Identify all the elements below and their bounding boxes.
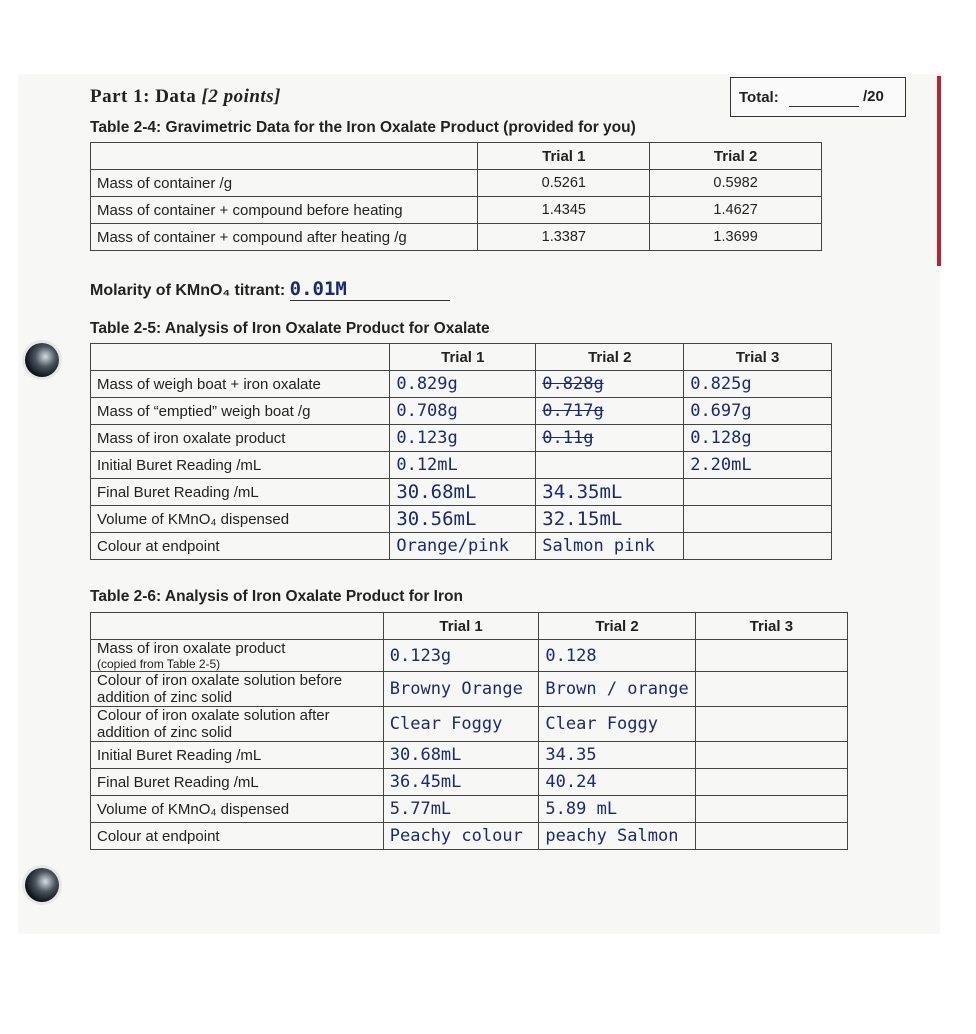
binder-hole-icon — [25, 343, 59, 377]
cell-trial-2[interactable]: 32.15mL — [536, 506, 684, 533]
table-header-trial-2: Trial 2 — [536, 344, 684, 371]
molarity-line — [90, 278, 450, 301]
cell-trial-3[interactable] — [695, 742, 847, 769]
cell-trial-2[interactable]: 40.24 — [539, 769, 695, 796]
part-title — [90, 86, 281, 108]
row-label: Mass of “emptied” weigh boat /g — [91, 398, 390, 425]
table-row — [91, 796, 848, 823]
cell-trial-1[interactable]: 0.708g — [390, 398, 536, 425]
binder-hole-icon — [25, 868, 59, 902]
row-label: Mass of container + compound before heating — [91, 197, 478, 224]
table-header-trial-2: Trial 2 — [539, 613, 695, 640]
table-row — [91, 224, 822, 251]
cell-trial-3[interactable] — [695, 769, 847, 796]
cell-trial-3[interactable] — [695, 823, 847, 850]
cell-trial-1: 1.3387 — [478, 224, 650, 251]
table-2-4-caption: Table 2-4: Gravimetric Data for the Iron Oxalate Product (provided for you) — [90, 119, 636, 136]
cell-trial-3[interactable] — [695, 672, 847, 707]
table-2-6 — [90, 612, 848, 850]
cell-trial-1: 0.5261 — [478, 170, 650, 197]
table-row — [91, 398, 832, 425]
table-row — [91, 640, 848, 672]
table-row — [91, 479, 832, 506]
part-title-main: Part 1: Data — [90, 86, 197, 107]
cell-trial-3[interactable]: 2.20mL — [684, 452, 832, 479]
cell-trial-3[interactable] — [695, 707, 847, 742]
molarity-label: Molarity of KMnO₄ titrant: — [90, 282, 286, 299]
part-title-points: [2 points] — [201, 86, 281, 107]
total-box — [730, 77, 906, 117]
cell-trial-2: 1.4627 — [650, 197, 822, 224]
table-header-blank — [91, 143, 478, 170]
table-header-trial-2: Trial 2 — [650, 143, 822, 170]
table-row — [91, 425, 832, 452]
table-row — [91, 170, 822, 197]
table-row — [91, 707, 848, 742]
row-label-sub: (copied from Table 2-5) — [97, 657, 221, 671]
table-2-5 — [90, 343, 832, 560]
cell-trial-3[interactable] — [684, 479, 832, 506]
row-label: Colour at endpoint — [91, 533, 390, 560]
table-header-trial-3: Trial 3 — [684, 344, 832, 371]
row-label: Mass of container + compound after heating /g — [91, 224, 478, 251]
cell-trial-1[interactable]: 0.12mL — [390, 452, 536, 479]
cell-trial-3[interactable]: 0.825g — [684, 371, 832, 398]
table-row — [91, 769, 848, 796]
row-label: Mass of weigh boat + iron oxalate — [91, 371, 390, 398]
table-header-trial-1: Trial 1 — [383, 613, 539, 640]
table-row — [91, 533, 832, 560]
cell-trial-2[interactable]: 0.828g — [536, 371, 684, 398]
cell-trial-2[interactable]: Salmon pink — [536, 533, 684, 560]
total-blank[interactable] — [789, 106, 859, 107]
cell-trial-1: 1.4345 — [478, 197, 650, 224]
cell-trial-3[interactable] — [695, 796, 847, 823]
table-2-5-caption: Table 2-5: Analysis of Iron Oxalate Product for Oxalate — [90, 320, 490, 337]
row-label-main: Mass of iron oxalate product — [97, 640, 286, 657]
total-out-of: /20 — [863, 88, 884, 105]
row-label: Colour at endpoint — [91, 823, 384, 850]
cell-trial-3[interactable] — [684, 506, 832, 533]
table-row — [91, 823, 848, 850]
table-header-blank — [91, 344, 390, 371]
cell-trial-1[interactable]: Browny Orange — [383, 672, 539, 707]
cell-trial-2[interactable]: 34.35 — [539, 742, 695, 769]
row-label: Volume of KMnO₄ dispensed — [91, 506, 390, 533]
cell-trial-2[interactable] — [536, 452, 684, 479]
cell-trial-1[interactable]: 5.77mL — [383, 796, 539, 823]
table-header-row — [91, 344, 832, 371]
molarity-value[interactable]: 0.01M — [290, 278, 450, 301]
cell-trial-1[interactable]: 36.45mL — [383, 769, 539, 796]
cell-trial-2[interactable]: peachy Salmon — [539, 823, 695, 850]
table-header-row — [91, 613, 848, 640]
total-label: Total: — [739, 89, 779, 106]
table-row — [91, 506, 832, 533]
margin-line — [937, 76, 941, 266]
row-label: Colour of iron oxalate solution before addition of zinc solid — [91, 672, 384, 707]
table-header-trial-3: Trial 3 — [695, 613, 847, 640]
cell-trial-1[interactable]: 0.123g — [390, 425, 536, 452]
cell-trial-2[interactable]: Brown / orange — [539, 672, 695, 707]
row-label — [91, 640, 384, 672]
cell-trial-3[interactable]: 0.697g — [684, 398, 832, 425]
cell-trial-2[interactable]: 0.128 — [539, 640, 695, 672]
table-2-4 — [90, 142, 822, 251]
row-label: Initial Buret Reading /mL — [91, 742, 384, 769]
table-header-row — [91, 143, 822, 170]
row-label: Volume of KMnO₄ dispensed — [91, 796, 384, 823]
table-header-blank — [91, 613, 384, 640]
cell-trial-1[interactable]: 0.829g — [390, 371, 536, 398]
cell-trial-2[interactable]: 34.35mL — [536, 479, 684, 506]
cell-trial-1[interactable]: 0.123g — [383, 640, 539, 672]
cell-trial-1[interactable]: 30.56mL — [390, 506, 536, 533]
cell-trial-2[interactable]: 5.89 mL — [539, 796, 695, 823]
cell-trial-2: 1.3699 — [650, 224, 822, 251]
table-header-trial-1: Trial 1 — [478, 143, 650, 170]
row-label: Final Buret Reading /mL — [91, 769, 384, 796]
cell-trial-1[interactable]: Clear Foggy — [383, 707, 539, 742]
cell-trial-3[interactable]: 0.128g — [684, 425, 832, 452]
row-label: Final Buret Reading /mL — [91, 479, 390, 506]
cell-trial-1[interactable]: 30.68mL — [383, 742, 539, 769]
table-row — [91, 371, 832, 398]
table-header-trial-1: Trial 1 — [390, 344, 536, 371]
cell-trial-3[interactable] — [684, 533, 832, 560]
row-label: Mass of iron oxalate product — [91, 425, 390, 452]
cell-trial-2[interactable]: Clear Foggy — [539, 707, 695, 742]
cell-trial-1[interactable]: Orange/pink — [390, 533, 536, 560]
row-label: Initial Buret Reading /mL — [91, 452, 390, 479]
cell-trial-2[interactable]: 0.11g — [536, 425, 684, 452]
table-row — [91, 672, 848, 707]
cell-trial-1[interactable]: 30.68mL — [390, 479, 536, 506]
table-row — [91, 452, 832, 479]
cell-trial-2[interactable]: 0.717g — [536, 398, 684, 425]
row-label: Mass of container /g — [91, 170, 478, 197]
cell-trial-2: 0.5982 — [650, 170, 822, 197]
table-row — [91, 197, 822, 224]
cell-trial-3[interactable] — [695, 640, 847, 672]
table-row — [91, 742, 848, 769]
cell-trial-1[interactable]: Peachy colour — [383, 823, 539, 850]
table-2-6-caption: Table 2-6: Analysis of Iron Oxalate Product for Iron — [90, 588, 463, 605]
row-label: Colour of iron oxalate solution after addition of zinc solid — [91, 707, 384, 742]
